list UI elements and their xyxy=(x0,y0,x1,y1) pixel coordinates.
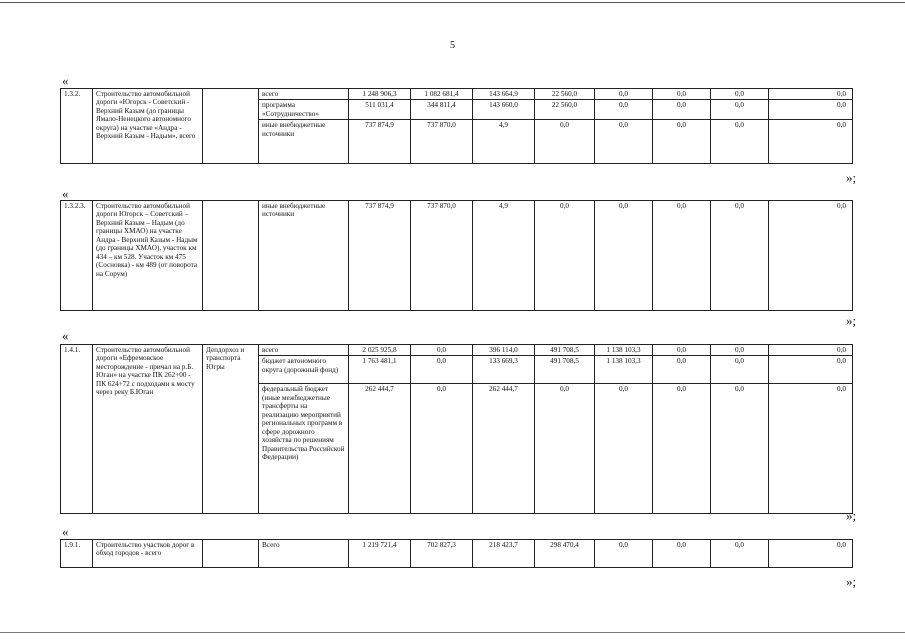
value-cell: 1 138 103,3 xyxy=(595,356,653,384)
value-cell: 0,0 xyxy=(711,540,769,568)
value-cell: 737 874,9 xyxy=(349,120,411,164)
table-1-4-1 xyxy=(60,344,853,514)
table-row xyxy=(61,201,853,311)
value-cell: 0,0 xyxy=(535,384,595,514)
table-1-9-1 xyxy=(60,539,853,568)
value-cell: 0,0 xyxy=(769,201,853,311)
value-cell: 491 708,5 xyxy=(535,345,595,356)
open-quote: « xyxy=(62,186,69,201)
item-name: Строительство автомобильной дороги Югорск – Советский – Верхний Казым – Надым (до границы ХМАО) на участке Андра - Верхний Казым - Надым (до границы ХМАО), участок км 434 – км 528. Участок км 475 (Сосновка) - км 489 (от поворота на Сорум) xyxy=(93,201,203,311)
item-name: Строительство участков дорог в обход городов - всего xyxy=(93,540,203,568)
value-cell: 0,0 xyxy=(711,345,769,356)
value-cell: 0,0 xyxy=(769,356,853,384)
item-name: Строительство автомобильной дороги «Ефремовское месторождение - причал на р.Б. Юган» на участке ПК 262+00 - ПК 624+72 с подходами к мосту через реку Б.Юган xyxy=(93,345,203,514)
value-cell: 0,0 xyxy=(595,100,653,120)
item-code: 1.3.2.3. xyxy=(61,201,93,311)
value-cell: 0,0 xyxy=(711,100,769,120)
executor: Депдорхоз и транспорта Югры xyxy=(203,345,259,514)
item-code: 1.3.2. xyxy=(61,89,93,164)
value-cell: 1 763 481,1 xyxy=(349,356,411,384)
table-row xyxy=(61,345,853,356)
value-cell: 0,0 xyxy=(411,345,473,356)
close-quote: »; xyxy=(846,574,857,589)
value-cell: 737 874,9 xyxy=(349,201,411,311)
executor xyxy=(203,201,259,311)
page-number: 5 xyxy=(450,40,455,51)
value-cell: 0,0 xyxy=(595,120,653,164)
table-1-3-2-3 xyxy=(60,200,853,311)
page-bottom-edge xyxy=(0,632,905,633)
table-1-3-2 xyxy=(60,88,853,164)
page-top-edge xyxy=(0,2,905,3)
value-cell: 491 708,5 xyxy=(535,356,595,384)
value-cell: 4,9 xyxy=(473,201,535,311)
executor xyxy=(203,89,259,164)
value-cell: 0,0 xyxy=(595,384,653,514)
value-cell: 143 660,0 xyxy=(473,100,535,120)
close-quote: »; xyxy=(846,313,857,328)
value-cell: 0,0 xyxy=(769,100,853,120)
item-name: Строительство автомобильной дороги «Югорск - Советский - Верхний Казым (до границы Ямало-Ненецкого автономного округа) на участке «Андра - Верхний Казым - Надым», всего xyxy=(93,89,203,164)
value-cell: 0,0 xyxy=(711,120,769,164)
close-quote: »; xyxy=(846,170,857,185)
value-cell: 0,0 xyxy=(711,89,769,100)
value-cell: 0,0 xyxy=(711,384,769,514)
value-cell: 0,0 xyxy=(535,120,595,164)
value-cell: 702 827,3 xyxy=(411,540,473,568)
value-cell: 1 248 906,3 xyxy=(349,89,411,100)
funding-source: федеральный бюджет (иные межбюджетные трансферты на реализацию мероприятий региональных программ в сфере дорожного хозяйства по решениям Правительства Российской Федерации) xyxy=(259,384,349,514)
value-cell: 0,0 xyxy=(653,100,711,120)
value-cell: 218 423,7 xyxy=(473,540,535,568)
value-cell: 0,0 xyxy=(653,540,711,568)
value-cell: 0,0 xyxy=(595,540,653,568)
value-cell: 0,0 xyxy=(653,201,711,311)
value-cell: 1 082 681,4 xyxy=(411,89,473,100)
value-cell: 0,0 xyxy=(411,384,473,514)
value-cell: 0,0 xyxy=(769,540,853,568)
value-cell: 133 669,3 xyxy=(473,356,535,384)
close-quote: »; xyxy=(846,508,857,523)
value-cell: 511 031,4 xyxy=(349,100,411,120)
value-cell: 4,9 xyxy=(473,120,535,164)
value-cell: 0,0 xyxy=(411,356,473,384)
open-quote: « xyxy=(62,73,69,88)
value-cell: 0,0 xyxy=(653,345,711,356)
value-cell: 0,0 xyxy=(653,384,711,514)
funding-source: Всего xyxy=(259,540,349,568)
item-code: 1.9.1. xyxy=(61,540,93,568)
value-cell: 262 444,7 xyxy=(473,384,535,514)
value-cell: 22 560,0 xyxy=(535,89,595,100)
value-cell: 0,0 xyxy=(595,201,653,311)
executor xyxy=(203,540,259,568)
funding-source: иные внебюджетные источники xyxy=(259,201,349,311)
funding-source: бюджет автономного округа (дорожный фонд) xyxy=(259,356,349,384)
open-quote: « xyxy=(62,524,69,539)
value-cell: 298 470,4 xyxy=(535,540,595,568)
funding-source: программа «Сотрудничество» xyxy=(259,100,349,120)
value-cell: 396 114,0 xyxy=(473,345,535,356)
value-cell: 0,0 xyxy=(711,356,769,384)
value-cell: 22 560,0 xyxy=(535,100,595,120)
value-cell: 0,0 xyxy=(769,384,853,514)
value-cell: 143 664,9 xyxy=(473,89,535,100)
value-cell: 0,0 xyxy=(711,201,769,311)
item-code: 1.4.1. xyxy=(61,345,93,514)
value-cell: 1 138 103,3 xyxy=(595,345,653,356)
value-cell: 0,0 xyxy=(535,201,595,311)
value-cell: 2 025 925,8 xyxy=(349,345,411,356)
value-cell: 1 219 721,4 xyxy=(349,540,411,568)
open-quote: « xyxy=(62,328,69,343)
value-cell: 0,0 xyxy=(653,120,711,164)
value-cell: 0,0 xyxy=(769,120,853,164)
value-cell: 0,0 xyxy=(653,89,711,100)
table-row xyxy=(61,540,853,568)
value-cell: 737 870,0 xyxy=(411,120,473,164)
value-cell: 344 811,4 xyxy=(411,100,473,120)
value-cell: 0,0 xyxy=(769,89,853,100)
funding-source: всего xyxy=(259,89,349,100)
value-cell: 737 870,0 xyxy=(411,201,473,311)
funding-source: всего xyxy=(259,345,349,356)
table-row xyxy=(61,89,853,100)
value-cell: 0,0 xyxy=(653,356,711,384)
value-cell: 0,0 xyxy=(595,89,653,100)
value-cell: 262 444,7 xyxy=(349,384,411,514)
funding-source: иные внебюджетные источники xyxy=(259,120,349,164)
value-cell: 0,0 xyxy=(769,345,853,356)
